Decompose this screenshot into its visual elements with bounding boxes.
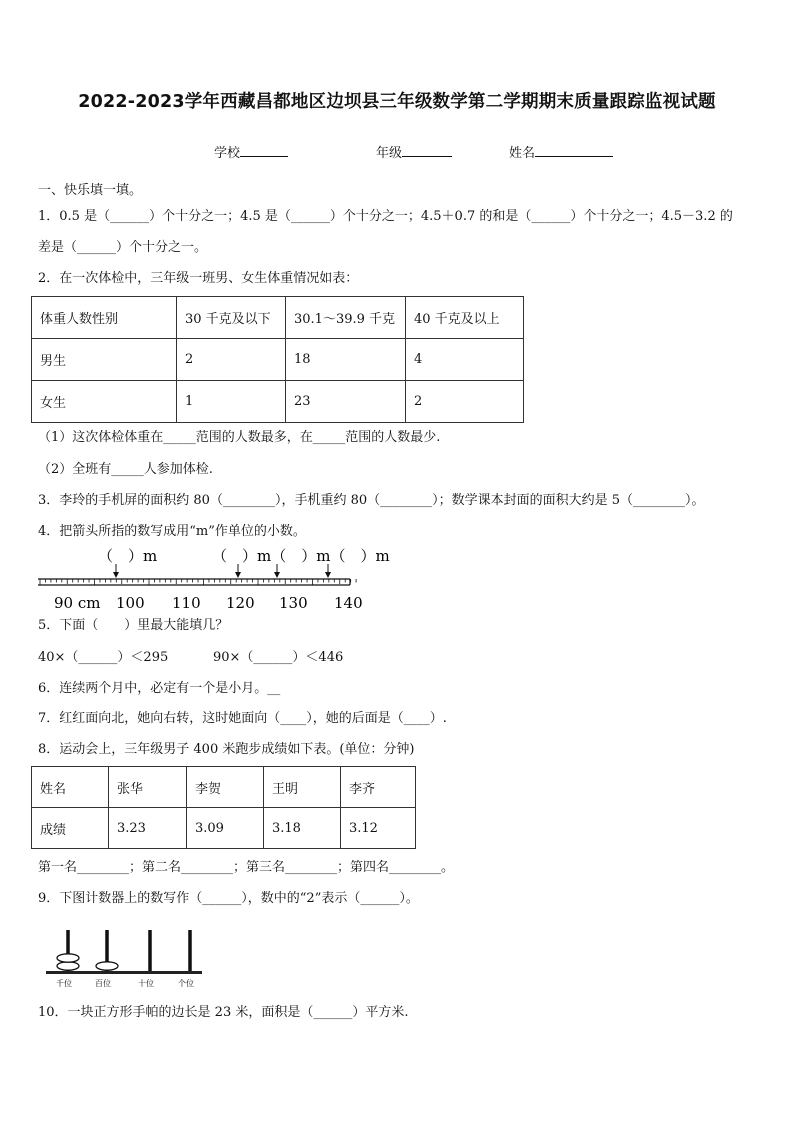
table-cell: 3.23 <box>109 808 187 849</box>
question-4-stem: 4．把箭头所指的数写成用“m”作单位的小数。 <box>38 524 306 539</box>
table-cell: 3.09 <box>187 808 264 849</box>
table-row <box>32 339 524 381</box>
grade-label: 年级 <box>376 146 403 161</box>
ruler-label: 110 <box>172 594 201 612</box>
ruler-label: 90 cm <box>54 594 101 612</box>
question-5-b: 90×（______）＜446 <box>213 650 344 665</box>
ruler-label: 130 <box>279 594 308 612</box>
table-cell: 男生 <box>32 339 177 381</box>
table-header-cell: 王明 <box>264 767 341 808</box>
table-cell: 3.18 <box>264 808 341 849</box>
table-cell: 23 <box>286 381 406 423</box>
abacus-label: 十位 <box>138 979 154 988</box>
question-2-stem: 2．在一次体检中，三年级一班男、女生体重情况如表： <box>38 271 359 286</box>
arrow-icon <box>113 564 331 578</box>
table-cell: 成绩 <box>32 808 109 849</box>
name-label: 姓名 <box>509 146 536 161</box>
weight-table <box>31 296 524 423</box>
ruler-label: 120 <box>226 594 255 612</box>
grade-blank <box>402 142 452 157</box>
name-blank <box>535 142 613 157</box>
abacus-label: 百位 <box>95 979 111 988</box>
table-cell: 4 <box>406 339 524 381</box>
bead <box>57 962 79 970</box>
arrow-icon <box>274 572 280 578</box>
question-2-sub-2: （2）全班有_____人参加体检. <box>38 462 213 477</box>
question-1-line-2: 差是（______）个十分之一。 <box>38 240 208 255</box>
table-cell: 18 <box>286 339 406 381</box>
table-cell: 女生 <box>32 381 177 423</box>
abacus-figure <box>44 926 214 988</box>
question-10: 10．一块正方形手帕的边长是 23 米，面积是（______）平方米. <box>38 1005 409 1020</box>
abacus-label: 千位 <box>56 979 72 988</box>
table-header-cell: 张华 <box>109 767 187 808</box>
bead <box>57 954 79 962</box>
table-header-cell: 40 千克及以上 <box>406 297 524 339</box>
question-5-stem: 5．下面（ ）里最大能填几？ <box>38 618 229 633</box>
question-8-rank: 第一名________；第二名________；第三名________；第四名________。 <box>38 860 455 875</box>
ruler-ticks <box>40 579 356 585</box>
page-title: 2022-2023学年西藏昌都地区边坝县三年级数学第二学期期末质量跟踪监视试题 <box>78 92 716 112</box>
ruler-blank-1: （ ）m <box>98 547 158 565</box>
question-9-stem: 9．下图计数器上的数写作（______），数中的“2”表示（______）。 <box>38 891 419 906</box>
question-5-a: 40×（______）＜295 <box>38 650 169 665</box>
table-cell: 2 <box>406 381 524 423</box>
table-header-row <box>32 297 524 339</box>
table-cell: 1 <box>177 381 286 423</box>
abacus-label: 个位 <box>178 979 194 988</box>
question-7: 7．红红面向北，她向右转，这时她面向（____），她的后面是（____）. <box>38 711 447 726</box>
table-row <box>32 808 416 849</box>
table-header-cell: 30.1～39.9 千克 <box>286 297 406 339</box>
school-blank <box>240 142 288 157</box>
table-header-cell: 李齐 <box>341 767 416 808</box>
arrow-icon <box>113 572 119 578</box>
table-header-row <box>32 767 416 808</box>
name-field <box>509 142 613 163</box>
arrow-icon <box>235 572 241 578</box>
school-field <box>214 142 288 163</box>
table-row <box>32 381 524 423</box>
table-cell: 2 <box>177 339 286 381</box>
ruler-label: 140 <box>334 594 363 612</box>
section-heading: 一、快乐填一填。 <box>38 183 143 198</box>
table-header-cell: 姓名 <box>32 767 109 808</box>
grade-field <box>376 142 452 163</box>
table-header-cell: 李贺 <box>187 767 264 808</box>
table-cell: 3.12 <box>341 808 416 849</box>
school-label: 学校 <box>214 146 241 161</box>
table-header-cell: 30 千克及以下 <box>177 297 286 339</box>
arrow-icon <box>325 572 331 578</box>
question-6: 6．连续两个月中，必定有一个是小月。__ <box>38 681 281 696</box>
ruler-figure <box>30 544 390 614</box>
question-8-stem: 8．运动会上，三年级男子 400 米跑步成绩如下表。(单位：分钟) <box>38 742 415 757</box>
question-3: 3．李玲的手机屏的面积约 80（________），手机重约 80（________）；数学课本封面的面积大约是 5（________）。 <box>38 493 705 508</box>
table-header-cell: 体重人数性别 <box>32 297 177 339</box>
ruler-blank-2: （ ）m（ ）m（ ）m <box>212 547 390 565</box>
ruler-label: 100 <box>116 594 145 612</box>
question-2-sub-1: （1）这次体检体重在_____范围的人数最多，在_____范围的人数最少. <box>38 430 441 445</box>
question-1-line-1: 1．0.5 是（______）个十分之一；4.5 是（______）个十分之一；4.5＋0.7 的和是（______）个十分之一；4.5－3.2 的 <box>38 209 733 224</box>
bead <box>96 962 118 970</box>
score-table <box>31 766 416 849</box>
